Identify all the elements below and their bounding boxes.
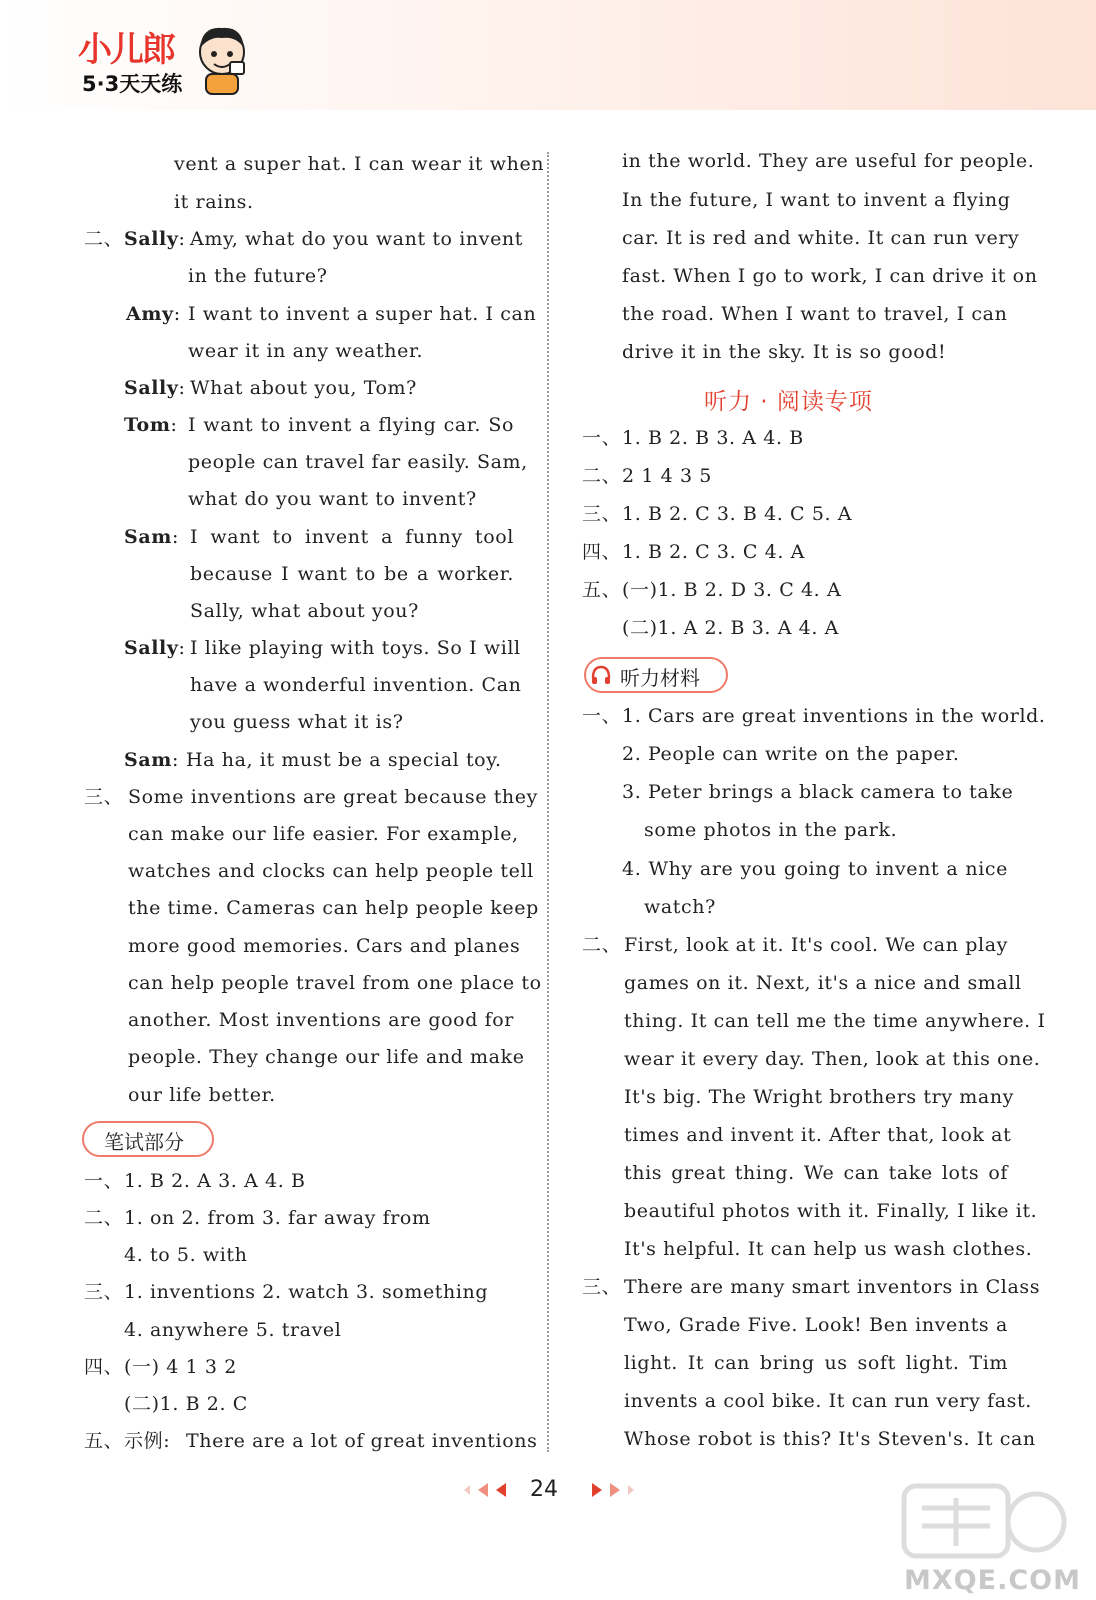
answer-line: (二)1. A 2. B 3. A 4. A	[622, 617, 839, 639]
series-subtitle: 5·3天天练	[82, 72, 183, 96]
dialogue-line: in the future?	[188, 265, 328, 287]
section-marker: 五、	[582, 579, 622, 601]
paragraph-line: drive it in the sky. It is so good!	[622, 341, 947, 363]
dialogue-line: have a wonderful invention. Can	[190, 674, 522, 696]
answer-line: 1. B 2. C 3. C 4. A	[622, 541, 805, 563]
script-line: light. It can bring us soft light. Tim	[624, 1352, 1008, 1374]
script-line: 2. People can write on the paper.	[622, 743, 960, 765]
paragraph-line: Some inventions are great because they	[128, 786, 538, 808]
next-arrows-icon	[586, 1481, 642, 1499]
script-line: 1. Cars are great inventions in the world.	[622, 705, 1046, 727]
script-line: beautiful photos with it. Finally, I like it.	[624, 1200, 1038, 1222]
example-label: 示例:	[124, 1430, 171, 1452]
listening-material-label: 听力材料	[584, 657, 728, 693]
answer-line: There are a lot of great inventions	[186, 1430, 538, 1452]
section-marker: 一、	[582, 427, 622, 449]
answer-line: 1. B 2. A 3. A 4. B	[124, 1170, 306, 1192]
script-line: some photos in the park.	[644, 819, 898, 841]
column-divider	[547, 152, 549, 1452]
paragraph-line: in the world. They are useful for people.	[622, 150, 1035, 172]
section-marker: 二、	[84, 1207, 124, 1229]
boy-mascot-icon	[192, 22, 252, 96]
dialogue-line: Amy, what do you want to invent	[190, 228, 523, 250]
dialogue-line: What about you, Tom?	[190, 377, 417, 399]
answer-line: (二)1. B 2. C	[124, 1393, 248, 1415]
text-line: it rains.	[174, 191, 254, 213]
paragraph-line: fast. When I go to work, I can drive it on	[622, 265, 1038, 287]
paragraph-line: another. Most inventions are good for	[128, 1009, 514, 1031]
section-marker: 五、	[84, 1430, 124, 1452]
answer-line: 1. B 2. B 3. A 4. B	[622, 427, 804, 449]
dialogue-line: you guess what it is?	[190, 711, 404, 733]
section-marker: 一、	[582, 705, 622, 727]
paragraph-line: the road. When I want to travel, I can	[622, 303, 1008, 325]
section-marker: 三、	[84, 786, 124, 808]
answer-line: 1. B 2. C 3. B 4. C 5. A	[622, 503, 853, 525]
paragraph-line: more good memories. Cars and planes	[128, 935, 521, 957]
paragraph-line: watches and clocks can help people tell	[128, 860, 534, 882]
script-line: 3. Peter brings a black camera to take	[622, 781, 1014, 803]
speaker-label: Sally:	[124, 228, 186, 250]
section-marker: 三、	[84, 1281, 124, 1303]
paragraph-line: can make our life easier. For example,	[128, 823, 519, 845]
script-line: invents a cool bike. It can run very fast.	[624, 1390, 1032, 1412]
section-marker: 四、	[84, 1356, 124, 1378]
answer-line: 2 1 4 3 5	[622, 465, 713, 487]
page-number: 24	[530, 1477, 558, 1502]
answer-line: 4. to 5. with	[124, 1244, 248, 1266]
prev-arrows-icon	[456, 1481, 512, 1499]
speaker-label: Sally:	[124, 637, 186, 659]
paragraph-line: can help people travel from one place to	[128, 972, 542, 994]
speaker-label: Sam:	[124, 749, 179, 771]
dialogue-line: I like playing with toys. So I will	[190, 637, 521, 659]
script-line: Two, Grade Five. Look! Ben invents a	[624, 1314, 1008, 1336]
answer-line: 4. anywhere 5. travel	[124, 1319, 342, 1341]
answer-line: (一)1. B 2. D 3. C 4. A	[622, 579, 842, 601]
dialogue-line: because I want to be a worker.	[190, 563, 514, 585]
answer-line: 1. inventions 2. watch 3. something	[124, 1281, 489, 1303]
answer-line: (一) 4 1 3 2	[124, 1356, 237, 1378]
dialogue-line: I want to invent a funny tool	[190, 526, 514, 548]
script-line: games on it. Next, it's a nice and small	[624, 972, 1022, 994]
section-marker: 二、	[84, 228, 124, 250]
script-line: thing. It can tell me the time anywhere. I	[624, 1010, 1046, 1032]
dialogue-line: Ha ha, it must be a special toy.	[186, 749, 502, 771]
section-marker: 三、	[582, 1276, 622, 1298]
script-line: this great thing. We can take lots of	[624, 1162, 1008, 1184]
paragraph-line: our life better.	[128, 1084, 276, 1106]
script-line: wear it every day. Then, look at this one.	[624, 1048, 1041, 1070]
dialogue-line: I want to invent a flying car. So	[188, 414, 514, 436]
text-line: vent a super hat. I can wear it when	[174, 153, 545, 175]
speaker-label: Tom:	[124, 414, 178, 436]
speaker-label: Sam:	[124, 526, 179, 548]
answer-line: 1. on 2. from 3. far away from	[124, 1207, 431, 1229]
written-section-label: 笔试部分	[82, 1121, 214, 1157]
script-line: There are many smart inventors in Class	[624, 1276, 1041, 1298]
series-logo: 小儿郎	[78, 30, 174, 70]
section-title: 听力 · 阅读专项	[704, 389, 873, 415]
section-marker: 二、	[582, 934, 622, 956]
script-line: First, look at it. It's cool. We can play	[624, 934, 1008, 956]
headphones-icon	[590, 664, 612, 686]
script-line: times and invent it. After that, look at	[624, 1124, 1012, 1146]
script-line: It's helpful. It can help us wash clothes.	[624, 1238, 1033, 1260]
dialogue-line: wear it in any weather.	[188, 340, 424, 362]
speaker-label: Amy:	[126, 303, 181, 325]
dialogue-line: Sally, what about you?	[190, 600, 419, 622]
watermark-url: MXQE.COM	[904, 1565, 1081, 1596]
section-marker: 三、	[582, 503, 622, 525]
script-line: Whose robot is this? It's Steven's. It can	[624, 1428, 1036, 1450]
dialogue-line: people can travel far easily. Sam,	[188, 451, 528, 473]
section-marker: 四、	[582, 541, 622, 563]
script-line: watch?	[644, 896, 716, 918]
dialogue-line: I want to invent a super hat. I can	[188, 303, 537, 325]
script-line: 4. Why are you going to invent a nice	[622, 858, 1008, 880]
speaker-label: Sally:	[124, 377, 186, 399]
section-marker: 一、	[84, 1170, 124, 1192]
dialogue-line: what do you want to invent?	[188, 488, 477, 510]
section-marker: 二、	[582, 465, 622, 487]
paragraph-line: the time. Cameras can help people keep	[128, 897, 539, 919]
paragraph-line: people. They change our life and make	[128, 1046, 525, 1068]
paragraph-line: car. It is red and white. It can run very	[622, 227, 1020, 249]
paragraph-line: In the future, I want to invent a flying	[622, 189, 1011, 211]
script-line: It's big. The Wright brothers try many	[624, 1086, 1015, 1108]
